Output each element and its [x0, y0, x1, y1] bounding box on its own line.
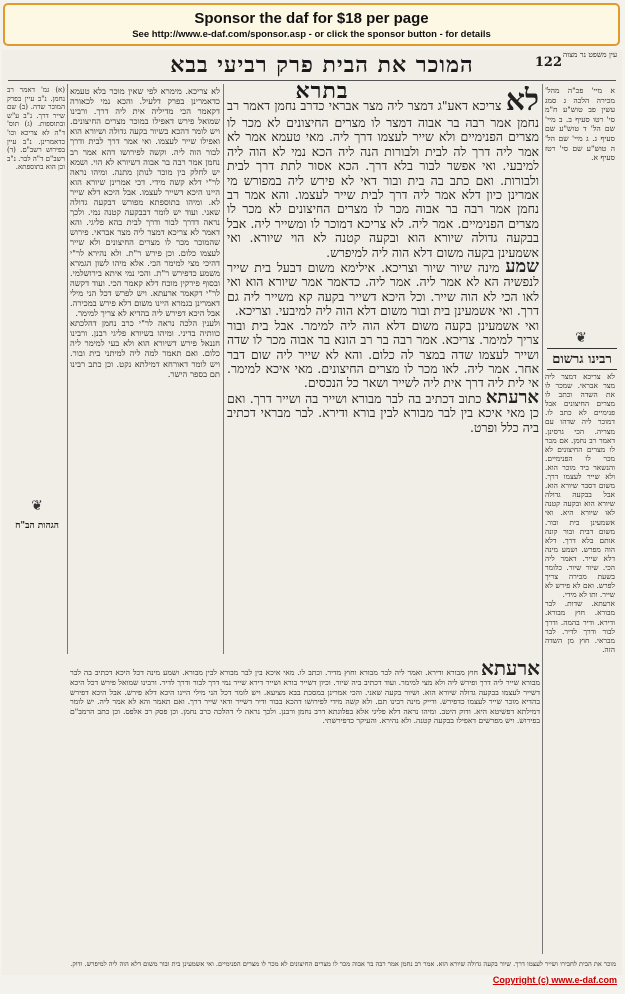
- lower-opening-word: ארעתא: [480, 658, 540, 680]
- gemara-body-2: מינה שיור שיור וצריכא. אילימא משום דבעל בית שייר לנפשיה הא לא אמר ליה. אמר ליה. כדאמר אמר שיורא הוא ואי לאו הכי לא הוה שייר. וכל היכא דשייר בקעה קא משייר ליה גם דרך. ואי אשמעינן בית ובור משום דלא הוה ליה למיבעי. וצריכא.: [227, 260, 539, 319]
- commentary-body-2: ארעתא. שדות. לבר מבורא. חוץ מבורא. ודירא. ודיר בהמה. ודרך לבור ודרך לדיר. לבר מבראי. חוץ מן השדה הזה.: [545, 599, 615, 654]
- copyright-link[interactable]: Copyright (c) www.e-daf.com: [492, 975, 617, 985]
- gemara-mid-word: שמע: [505, 256, 539, 278]
- running-head: המוכר את הבית פרק רביעי בבא בתרא: [170, 52, 474, 104]
- commentary-body: לא צריכא דמצר ליה מצר אבראי. שמכר לו את השדה וכתב לו מצרים החיצונים אבל פנימיים לא כתב לו. דמוכר ליה שדהו עם מצריה. הכי גרסינן. דאמר רב נחמן. אם מכר לו מצרים החיצונים לא מכר לו הפנימיים. והנשאר ביד מוכר הוא. ולא שייר לעצמו דרך. משום דסבר שיורא הוא. אבל בבקעה גדולה שיורא הוא ובקעה קטנה לאו שיורא היא. ואי אשמעינן בית ובור. משום דבית ובור קונה אותם בלא דרך. דלא הוה מפרש. ושמע מינה דלא שייר. דאמר ליה הכי. שיור שיור. כלומר בשעת מכירה צריך לפרש. ואם לא פירש לא שייר. ותו לא מידי.: [545, 372, 615, 600]
- gemara-bottom-body: כתוב דכתיב בה לבר מבורא ושייר בה ושייר דרך. ואם כן מאי איכא בין לבר מבורא לבין בורא ודירא. לבר מבראי דכתיב ביה כלל ופרט.: [227, 390, 539, 435]
- talmud-page: [2, 50, 622, 975]
- gemara-paragraph: [227, 386, 539, 435]
- gemara-body: צריכא דאע"ג דמצר ליה מצר אבראי כדרב נחמן דאמר רב נחמן אמר רבה בר אבוה דמצר לו מצרים החיצונים לא מכר לו מצרים הפנימיים ולא שייר לעצמו דרך ליה. מאי טעמא אמר לא אמר ליה דרך לה לבית ולבורות הנה ליה הכא נמי לא הוה ליה למיבעי. ואי אפשר לבור בלא דרך. הכא אסור לתת דרך לבית ולבורות. ואם כתב בה בית ובור דאי לא פירש ליה במפורש מי אמרינן כיון דלא אמר ליה דרך לבית שייר לעצמו. והא אמר רב נחמן אמר רבה בר אבוה מכר לו מצרים החיצונים לא מכר לו מצרים הפנימיים. אמר ליה. לא צריכא דמוכר לו ומשייר ליה. אבל בבקעה גדולה שיורא הוא ובקעה קטנה לא הוי שיורא. ואי אשמעינן בקעה משום דלא הוה ליה למיפרש.: [227, 98, 539, 260]
- tosafot-body: לא צריכא. מימרא לפי שאין מוכר בלא טעמא כדאמרינן בפרק דלעיל. והכא נמי לכאורה דקאמר הכי מדיליה אית ליה דרך. ורבינו שמואל פירש דאפילו במוכר מצרים החיצונים. ויש לומר דהכא בשיור בקעה גדולה ושיורא הוא ואפילו שייר לעצמו. ואי אמר דרך לבית ודרך לבור הוה ליה. וקשה לפירושו דהא אמר רב נחמן אמר רבה בר אבוה דשיורא לא הוי. ושמא יש לחלק בין מוכר לנותן מתנה. ומיהו נראה לר"י דלא קשה מידי. דכי אמרינן שיורא הוא היינו היכא דשייר לעצמו. אבל היכא דלא שייר לא. ומיהו בתוספתא מפורש דבקעה גדולה שאני. ועוד יש לומר דבבקעה קטנה נמי. ולכך נראה דדרך לבור ודרך לבית בהא פליגי. והא דאמר לא צריכא דמצר ליה מצר אבראי. פירוש שהמוכר מכר לו מצרים החיצונים ולא שייר לעצמו כלום. וכן פירש ר"ת. ולא נהירא לר"י דהיכי מצי למימר הכי. אלא מיהו לשון הגמרא משמע כדפירש ר"ת. והכי נמי איתא בירושלמי. ובסוף פירקין מוכח דלא קאמר הכי. ועוד דקשה לר"י דקאמר ארעתא. ויש לפרש דכל הני מילי דאמרינן בגמרא היינו משום דלא פירש במכירה. אבל היכא דפירש ליה בהדיא לא צריך למימר.: [70, 86, 220, 319]
- lower-commentary-body: [70, 658, 540, 726]
- lower-commentary: [70, 658, 540, 958]
- column-divider: [67, 84, 68, 654]
- commentary-text: [545, 372, 615, 932]
- sponsor-banner[interactable]: [3, 3, 620, 46]
- gemara-paragraph: [227, 319, 539, 391]
- haggahot-title: הגהות הב"ח: [15, 521, 59, 531]
- gemara-bottom-word: ארעתא: [485, 386, 539, 408]
- gemara-opening-word: לא: [505, 86, 539, 118]
- tosafot-body-2: ולענין הלכה נראה לר"י כרב נחמן דהלכתא כוותיה בדיני. ומיהו בשיורא פליגי רבנן. ורבינו חננאל פירש דשיורא הוא ולא בעי למימר ליה כלום. ואם תאמר למה ליה למיתני בית ובור. ויש לומר דאורחא דמילתא נקט. וכן כתב רבינו תם בספר הישר.: [70, 318, 220, 379]
- ein-mishpat-text: א מיי' פכ"ה מהל' מכירה הלכה ג סמג עשין פב טוש"ע ח"מ סי' רטו סעיף ב. ב מיי' שם הל' ד טוש"ע שם סעיף ג. ג מיי' שם הל' ה טוש"ע שם סי' רטז סעיף א.: [545, 86, 615, 163]
- gemara-paragraph: [227, 86, 539, 260]
- sponsor-banner-title[interactable]: Sponsor the daf for $18 per page: [194, 10, 429, 27]
- footer-notes: מוכר את הבית לחבירו ושייר לעצמו דרך. שיור בקעה גדולה שיורא הוא. אמר רב נחמן אמר רבה בר אבוה מכר לו מצרים החיצונים לא מכר לו מצרים הפנימיים. ואי אשמעינן בית ובור משום דלא הוה ליה למיפרש. ודוק.: [70, 960, 616, 968]
- column-divider: [223, 84, 224, 654]
- gemara-body-3: ואי אשמעינן בקעה משום דלא הוה ליה למימר. אבל בית ובור צריך למימר. צריכא. אמר רבה בר רב הונא בר אבוה מכר לו שדה ושייר לעצמו שדה במצר לה כלום. והא לא שייר ליה שום דבר אחר. אמר ליה. לאו מכר לו מצרים החיצונים. מאי איכא למימר. אי לית ליה דרך אית ליה לשייר ושאר כל הנכסים.: [227, 317, 539, 391]
- gemara-text: [227, 86, 539, 654]
- tosafot-text: [70, 86, 220, 654]
- column-divider: [542, 84, 543, 954]
- ornament-icon: ❦: [575, 330, 587, 346]
- gemara-paragraph: [227, 256, 539, 319]
- commentary-title: רבינו גרשום: [547, 348, 617, 370]
- ein-mishpat-label: עין משפט נר מצוה: [562, 50, 618, 59]
- margin-notes: (א) גמ' דאמר רב נחמן. נ"ב עיין בפרק המוכר שדה. (ב) שם שייר דרך. נ"ב ע"ש ובתוספות. (ג) תוס' ד"ה לא צריכא וכו' כדאמרינן. נ"ב עיין בפירוש רשב"ם. (ד) רשב"ם ד"ה לבר. נ"ב וכן הוא בתוספתא.: [7, 86, 65, 172]
- ornament-icon: ❦: [31, 498, 43, 514]
- sponsor-banner-subtitle[interactable]: See http://www.e-daf.com/sponsor.asp - or click the sponsor button - for details: [132, 29, 491, 40]
- page-number: 122: [534, 55, 562, 70]
- lower-commentary-text: חוץ מבורא ודירא. ואמר ליה לבר מבורא וחוץ מדיר. וכתב לו. מאי איכא בין לבר מבורא לבין מבורא. ושמע מינה דכל היכא דכתיב בה לבר מבורא שייר ליה דרך ופירש ליה ולא מצי למימר. ועוד דכתיב ביה שיור. וכיון דשייר בורא ושייר דירא שייר נמי דרך לבור ודרך לדיר. ורבינו שמואל פירש דכל היכא דשייר לעצמו בבקעה גדולה שיורא הוא. ושיור בקעה שאני. והכי אמרינן במסכת בבא מציעא. ויש לומר דכל הני מילי היינו היכא דלא פירש. אבל היכא דפירש בהדיא מוכר שייר לעצמו כדפירש. ודייק מינה רבינו תם. ולא קשה מידי לפירושו דהכא בבור ודיר דשייר ודאי שייר דרך. ואם תאמר והא לא אמר ליה. יש לומר דמילתא דפשיטא היא. ודוק היטב. ומיהו נראה דלא פליגי אלא בפלוגתא דרב נחמן ורבנן. ולכך נראה לי דהלכה כרב נחמן. וכן פסק רב אלפס. וכן כתב הרמב"ם בפירוש. ויש מפרשים דאפילו בבקעה קטנה. ולא נהירא. והעיקר כדפירשתי.: [70, 668, 540, 726]
